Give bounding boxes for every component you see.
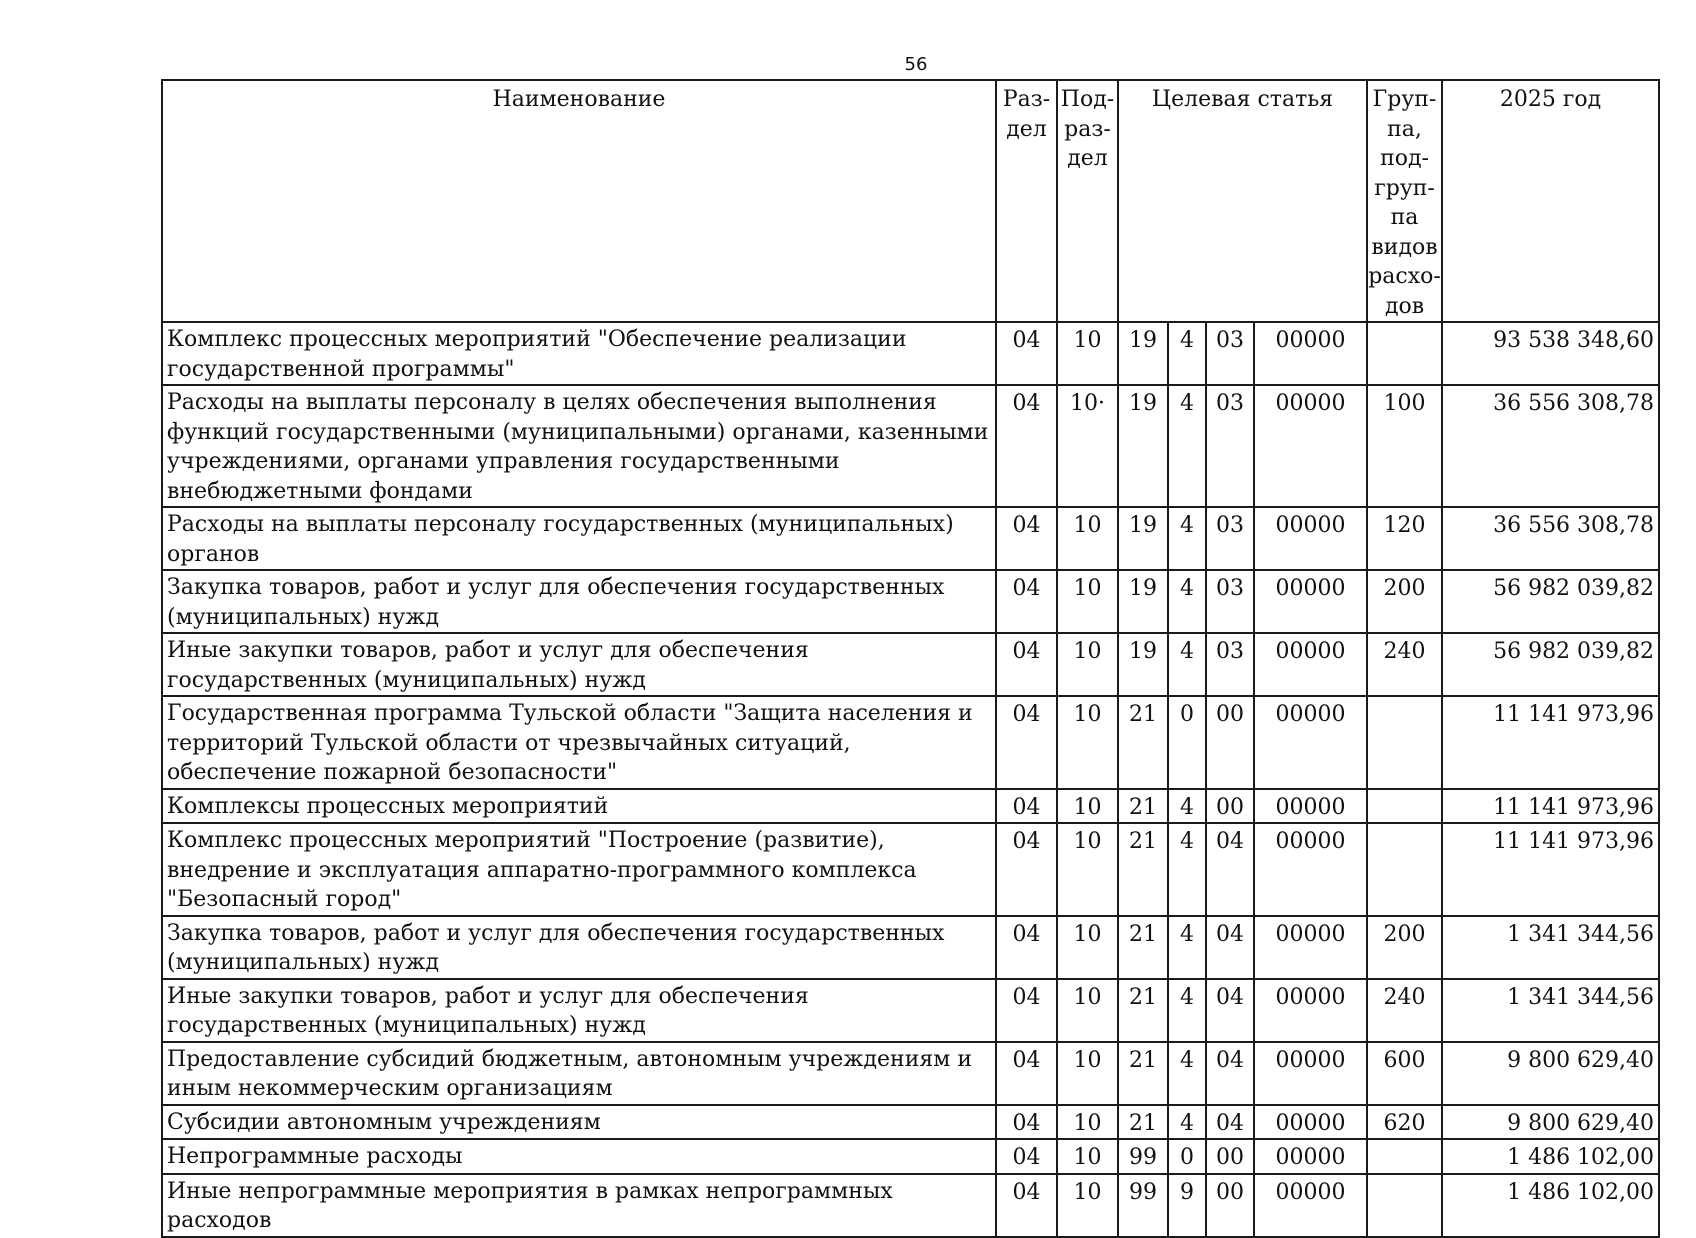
- row-ts1: 19: [1118, 570, 1168, 633]
- row-ts3: 00: [1206, 789, 1254, 824]
- row-name: Иные непрограммные мероприятия в рамках непрограммных расходов: [162, 1174, 996, 1237]
- row-amount: 36 556 308,78: [1442, 385, 1659, 507]
- table-row: [162, 507, 1659, 570]
- row-ts2: 4: [1168, 633, 1206, 696]
- row-razdel: 04: [996, 1042, 1057, 1105]
- row-ts4: 00000: [1254, 1139, 1367, 1174]
- table-row: [162, 1174, 1659, 1237]
- row-name: Комплекс процессных мероприятий "Обеспечение реализации государственной программы": [162, 322, 996, 385]
- row-ts2: 4: [1168, 1105, 1206, 1140]
- table-row: [162, 633, 1659, 696]
- table-row: [162, 1105, 1659, 1140]
- row-gruppa: [1367, 1139, 1442, 1174]
- table-row: [162, 823, 1659, 916]
- row-razdel: 04: [996, 789, 1057, 824]
- row-ts1: 21: [1118, 789, 1168, 824]
- row-ts1: 19: [1118, 322, 1168, 385]
- row-gruppa: 600: [1367, 1042, 1442, 1105]
- row-amount: 1 341 344,56: [1442, 979, 1659, 1042]
- table-row: [162, 385, 1659, 507]
- row-ts4: 00000: [1254, 322, 1367, 385]
- row-ts1: 21: [1118, 916, 1168, 979]
- row-ts1: 21: [1118, 696, 1168, 789]
- row-name: Государственная программа Тульской области "Защита населения и территорий Тульской области от чрезвычайных ситуаций, обеспечение пожарной безопасности": [162, 696, 996, 789]
- row-ts2: 4: [1168, 789, 1206, 824]
- row-ts2: 4: [1168, 385, 1206, 507]
- row-ts2: 4: [1168, 979, 1206, 1042]
- row-name: Закупка товаров, работ и услуг для обеспечения государственных (муниципальных) нужд: [162, 570, 996, 633]
- row-ts4: 00000: [1254, 1042, 1367, 1105]
- row-gruppa: 100: [1367, 385, 1442, 507]
- row-ts1: 21: [1118, 1042, 1168, 1105]
- row-gruppa: 200: [1367, 570, 1442, 633]
- row-razdel: 04: [996, 570, 1057, 633]
- row-razdel: 04: [996, 823, 1057, 916]
- row-amount: 11 141 973,96: [1442, 823, 1659, 916]
- row-ts1: 99: [1118, 1174, 1168, 1237]
- row-gruppa: 120: [1367, 507, 1442, 570]
- header-tselevaya-statya: Целевая статья: [1118, 80, 1367, 322]
- row-ts4: 00000: [1254, 507, 1367, 570]
- row-ts3: 00: [1206, 1174, 1254, 1237]
- row-name: Иные закупки товаров, работ и услуг для обеспечения государственных (муниципальных) нужд: [162, 633, 996, 696]
- row-name: Расходы на выплаты персоналу государственных (муниципальных) органов: [162, 507, 996, 570]
- table-row: [162, 570, 1659, 633]
- row-ts3: 03: [1206, 322, 1254, 385]
- table-row: [162, 322, 1659, 385]
- row-amount: 11 141 973,96: [1442, 696, 1659, 789]
- row-ts1: 21: [1118, 979, 1168, 1042]
- row-ts2: 4: [1168, 916, 1206, 979]
- table-row: [162, 789, 1659, 824]
- row-name: Непрограммные расходы: [162, 1139, 996, 1174]
- row-razdel: 04: [996, 916, 1057, 979]
- row-ts4: 00000: [1254, 1105, 1367, 1140]
- row-podrazdel: 10: [1057, 696, 1118, 789]
- header-gruppa: [1367, 80, 1442, 322]
- row-ts4: 00000: [1254, 696, 1367, 789]
- row-amount: 93 538 348,60: [1442, 322, 1659, 385]
- header-gruppa-line: расхо-: [1368, 264, 1441, 289]
- row-razdel: 04: [996, 507, 1057, 570]
- row-gruppa: 240: [1367, 633, 1442, 696]
- row-razdel: 04: [996, 1139, 1057, 1174]
- row-ts3: 03: [1206, 633, 1254, 696]
- row-ts3: 04: [1206, 1105, 1254, 1140]
- row-amount: 1 486 102,00: [1442, 1174, 1659, 1237]
- row-ts2: 9: [1168, 1174, 1206, 1237]
- row-ts2: 0: [1168, 696, 1206, 789]
- row-ts2: 4: [1168, 322, 1206, 385]
- row-podrazdel: 10: [1057, 916, 1118, 979]
- header-year: 2025 год: [1442, 80, 1659, 322]
- row-amount: 1 341 344,56: [1442, 916, 1659, 979]
- row-ts1: 21: [1118, 1105, 1168, 1140]
- row-ts1: 19: [1118, 507, 1168, 570]
- header-name: Наименование: [162, 80, 996, 322]
- row-ts2: 4: [1168, 823, 1206, 916]
- row-ts4: 00000: [1254, 979, 1367, 1042]
- row-razdel: 04: [996, 1174, 1057, 1237]
- row-gruppa: [1367, 1174, 1442, 1237]
- row-ts1: 19: [1118, 385, 1168, 507]
- row-ts4: 00000: [1254, 385, 1367, 507]
- row-ts3: 03: [1206, 570, 1254, 633]
- row-ts2: 0: [1168, 1139, 1206, 1174]
- header-podrazdel: [1057, 80, 1118, 322]
- row-gruppa: [1367, 823, 1442, 916]
- header-gruppa-line: па,: [1387, 116, 1422, 142]
- row-name: Комплекс процессных мероприятий "Построение (развитие), внедрение и эксплуатация аппаратно-программного комплекса "Безопасный город": [162, 823, 996, 916]
- row-amount: 9 800 629,40: [1442, 1042, 1659, 1105]
- row-name: Субсидии автономным учреждениям: [162, 1105, 996, 1140]
- row-podrazdel: 10: [1057, 633, 1118, 696]
- row-amount: 56 982 039,82: [1442, 633, 1659, 696]
- row-ts3: 03: [1206, 385, 1254, 507]
- row-ts4: 00000: [1254, 1174, 1367, 1237]
- row-ts1: 19: [1118, 633, 1168, 696]
- table-row: [162, 979, 1659, 1042]
- row-name: Закупка товаров, работ и услуг для обеспечения государственных (муниципальных) нужд: [162, 916, 996, 979]
- row-podrazdel: 10: [1057, 507, 1118, 570]
- row-amount: 56 982 039,82: [1442, 570, 1659, 633]
- row-ts4: 00000: [1254, 823, 1367, 916]
- row-podrazdel: 10·: [1057, 385, 1118, 507]
- table-row: [162, 916, 1659, 979]
- header-razdel: [996, 80, 1057, 322]
- row-podrazdel: 10: [1057, 1105, 1118, 1140]
- row-podrazdel: 10: [1057, 570, 1118, 633]
- row-podrazdel: 10: [1057, 1174, 1118, 1237]
- row-gruppa: 200: [1367, 916, 1442, 979]
- row-podrazdel: 10: [1057, 789, 1118, 824]
- row-amount: 36 556 308,78: [1442, 507, 1659, 570]
- row-name: Расходы на выплаты персоналу в целях обеспечения выполнения функций государственными (муниципальными) органами, казенными учреждениями, органами управления государственными внебюджетными фондами: [162, 385, 996, 507]
- row-gruppa: [1367, 696, 1442, 789]
- row-ts1: 21: [1118, 823, 1168, 916]
- row-name: Предоставление субсидий бюджетным, автономным учреждениям и иным некоммерческим организациям: [162, 1042, 996, 1105]
- table-row: [162, 696, 1659, 789]
- row-ts2: 4: [1168, 507, 1206, 570]
- row-ts2: 4: [1168, 570, 1206, 633]
- header-podrazdel-line: Под-: [1060, 87, 1115, 112]
- header-podrazdel-line: дел: [1067, 146, 1108, 171]
- row-ts4: 00000: [1254, 633, 1367, 696]
- header-gruppa-line: под-: [1380, 146, 1429, 171]
- header-razdel-line: дел: [1006, 116, 1047, 142]
- row-ts1: 99: [1118, 1139, 1168, 1174]
- row-razdel: 04: [996, 979, 1057, 1042]
- row-ts4: 00000: [1254, 570, 1367, 633]
- table-header-row: [162, 80, 1659, 322]
- header-gruppa-line: груп-: [1374, 175, 1435, 201]
- table-row: [162, 1139, 1659, 1174]
- row-podrazdel: 10: [1057, 1139, 1118, 1174]
- row-razdel: 04: [996, 633, 1057, 696]
- row-razdel: 04: [996, 1105, 1057, 1140]
- row-amount: 1 486 102,00: [1442, 1139, 1659, 1174]
- row-ts4: 00000: [1254, 916, 1367, 979]
- budget-table: [161, 79, 1660, 1238]
- row-podrazdel: 10: [1057, 823, 1118, 916]
- row-gruppa: 240: [1367, 979, 1442, 1042]
- row-name: Комплексы процессных мероприятий: [162, 789, 996, 824]
- header-razdel-line: Раз-: [1002, 87, 1051, 112]
- row-ts3: 04: [1206, 823, 1254, 916]
- row-podrazdel: 10: [1057, 979, 1118, 1042]
- row-ts3: 00: [1206, 1139, 1254, 1174]
- row-razdel: 04: [996, 696, 1057, 789]
- row-ts3: 04: [1206, 979, 1254, 1042]
- row-amount: 11 141 973,96: [1442, 789, 1659, 824]
- row-podrazdel: 10: [1057, 1042, 1118, 1105]
- row-gruppa: 620: [1367, 1105, 1442, 1140]
- header-gruppa-line: видов: [1371, 234, 1438, 260]
- row-gruppa: [1367, 322, 1442, 385]
- row-name: Иные закупки товаров, работ и услуг для обеспечения государственных (муниципальных) нужд: [162, 979, 996, 1042]
- row-ts3: 03: [1206, 507, 1254, 570]
- row-gruppa: [1367, 789, 1442, 824]
- row-ts3: 00: [1206, 696, 1254, 789]
- header-podrazdel-line: раз-: [1064, 116, 1111, 142]
- row-ts3: 04: [1206, 916, 1254, 979]
- header-gruppa-line: дов: [1384, 293, 1425, 319]
- header-gruppa-line: Груп-: [1372, 87, 1437, 112]
- row-ts2: 4: [1168, 1042, 1206, 1105]
- row-amount: 9 800 629,40: [1442, 1105, 1659, 1140]
- page-number: 56: [904, 54, 928, 75]
- row-podrazdel: 10: [1057, 322, 1118, 385]
- header-gruppa-line: па: [1390, 205, 1419, 230]
- row-ts3: 04: [1206, 1042, 1254, 1105]
- row-razdel: 04: [996, 385, 1057, 507]
- row-razdel: 04: [996, 322, 1057, 385]
- row-ts4: 00000: [1254, 789, 1367, 824]
- table-row: [162, 1042, 1659, 1105]
